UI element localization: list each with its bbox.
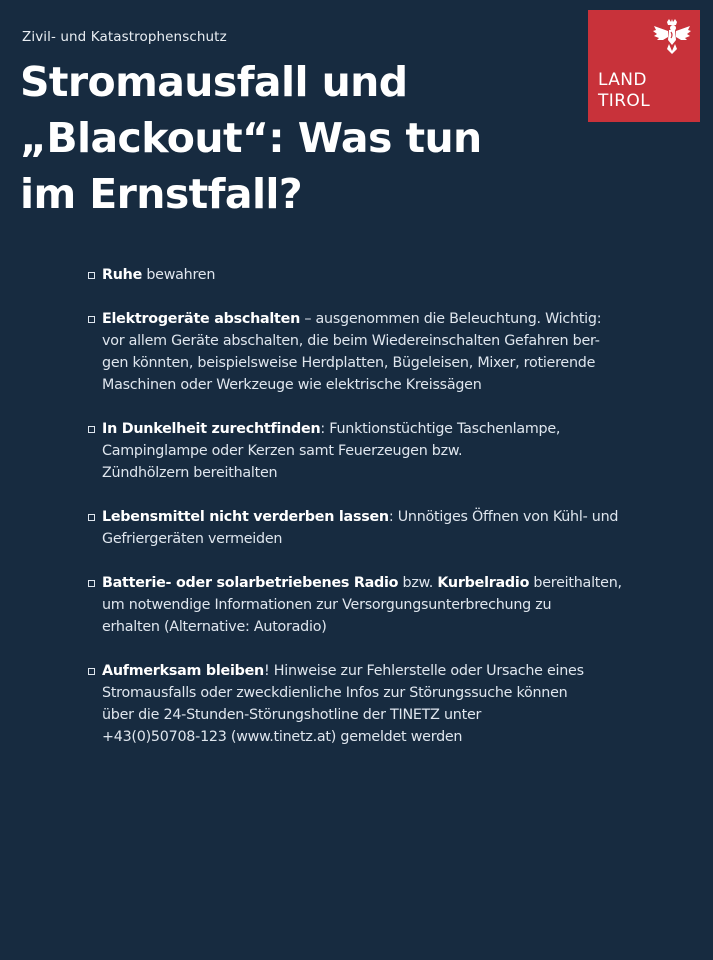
item-bold: In Dunkelheit zurechtfinden [102, 421, 321, 437]
logo-text [598, 70, 650, 112]
item-text: bereithalten, [529, 575, 622, 591]
item-line [102, 308, 688, 330]
list-item [88, 308, 688, 396]
checkbox-square-icon [88, 580, 95, 587]
checkbox-square-icon [88, 426, 95, 433]
eagle-icon [652, 18, 692, 56]
item-text: – ausgenommen die Beleuchtung. Wichtig: [300, 311, 602, 327]
list-item [88, 418, 688, 484]
item-line: erhalten (Alternative: Autoradio) [102, 619, 327, 635]
item-line [102, 264, 688, 286]
list-item [88, 660, 688, 748]
title-line: im Ernstfall? [20, 170, 303, 218]
item-bold: Elektrogeräte abschalten [102, 311, 301, 327]
item-line [102, 660, 688, 682]
checkbox-square-icon [88, 668, 95, 675]
item-line: Maschinen oder Werkzeuge wie elektrische Kreissägen [102, 377, 482, 393]
item-line: Campinglampe oder Kerzen samt Feuerzeugen bzw. [102, 443, 463, 459]
item-bold: Lebensmittel nicht verderben lassen [102, 509, 389, 525]
item-text: ! Hinweise zur Fehlerstelle oder Ursache eines [264, 663, 584, 679]
item-line: Gefriergeräten vermeiden [102, 531, 283, 547]
item-line [102, 506, 688, 528]
title-line: „Blackout“: Was tun [20, 114, 482, 162]
item-line [102, 572, 688, 594]
item-text: : Unnötiges Öffnen von Kühl- und [388, 509, 619, 525]
item-line: um notwendige Informationen zur Versorgungsunterbrechung zu [102, 597, 552, 613]
item-line: über die 24-Stunden-Störungshotline der TINETZ unter [102, 707, 482, 723]
kicker-label: Zivil- und Katastrophenschutz [22, 29, 227, 45]
title-line: Stromausfall und [20, 58, 408, 106]
item-line [102, 418, 688, 440]
item-text: : Funktionstüchtige Taschenlampe, [320, 421, 561, 437]
checkbox-square-icon [88, 272, 95, 279]
logo-line-2: TIROL [598, 91, 651, 111]
item-line: +43(0)50708-123 (www.tinetz.at) gemeldet werden [102, 729, 463, 745]
logo-line-1: LAND [598, 70, 647, 90]
item-line: gen könnten, beispielsweise Herdplatten, Bügeleisen, Mixer, rotierende [102, 355, 596, 371]
item-bold: Kurbelradio [437, 575, 530, 591]
checkbox-square-icon [88, 514, 95, 521]
item-bold: Aufmerksam bleiben [102, 663, 264, 679]
item-line: vor allem Geräte abschalten, die beim Wiedereinschalten Gefahren ber- [102, 333, 600, 349]
item-line: Zündhölzern bereithalten [102, 465, 278, 481]
list-item [88, 572, 688, 638]
advice-list [88, 264, 688, 748]
item-bold: Batterie- oder solarbetriebenes Radio [102, 575, 399, 591]
checkbox-square-icon [88, 316, 95, 323]
list-item [88, 506, 688, 550]
item-text: bewahren [142, 267, 216, 283]
page-title [20, 54, 560, 222]
item-bold: Ruhe [102, 267, 143, 283]
item-line: Stromausfalls oder zweckdienliche Infos zur Störungssuche können [102, 685, 568, 701]
list-item [88, 264, 688, 286]
item-text: bzw. [398, 575, 438, 591]
